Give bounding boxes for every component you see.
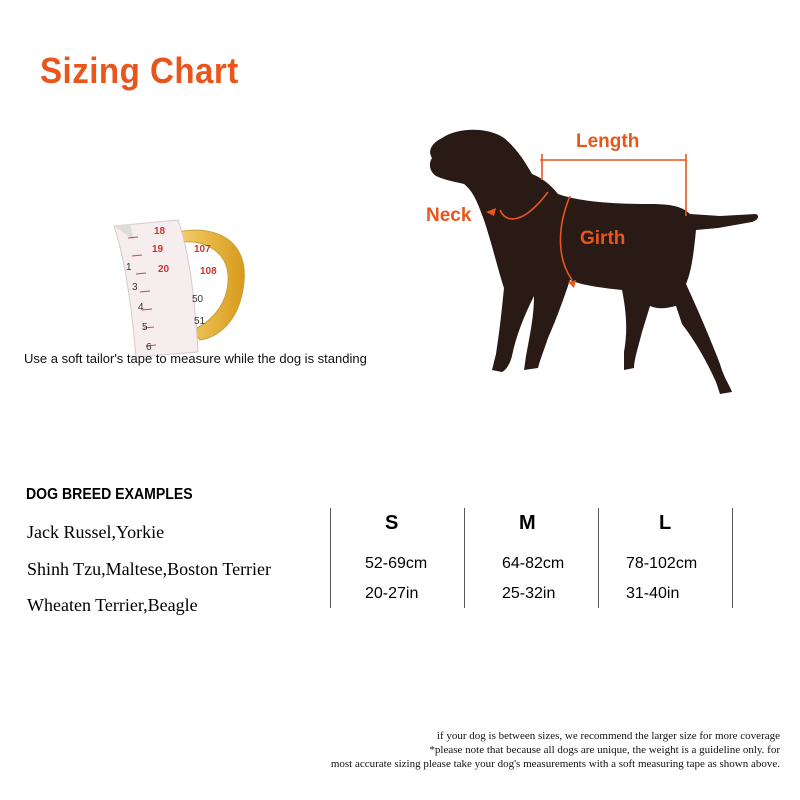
svg-text:51: 51 <box>194 316 206 327</box>
size-s-in: 20-27in <box>365 585 419 602</box>
svg-text:6: 6 <box>146 342 152 353</box>
dog-silhouette-image <box>420 120 780 410</box>
tape-caption: Use a soft tailor's tape to measure while the dog is standing <box>24 351 367 366</box>
footnote-line: if your dog is between sizes, we recommend the larger size for more coverage <box>436 730 780 742</box>
size-l-cm: 78-102cm <box>626 555 698 572</box>
size-label-m: M <box>519 512 536 534</box>
svg-text:108: 108 <box>200 266 217 277</box>
footnote-line: *please note that because all dogs are unique, the weight is a guideline only. for <box>429 744 780 756</box>
svg-text:50: 50 <box>192 294 204 305</box>
size-m-in: 25-32in <box>502 585 556 602</box>
svg-text:18: 18 <box>154 226 166 237</box>
measuring-tape-image <box>108 212 258 362</box>
svg-text:5: 5 <box>142 322 148 333</box>
size-m-cm: 64-82cm <box>502 555 565 572</box>
breed-heading: DOG BREED EXAMPLES <box>26 486 193 503</box>
svg-text:19: 19 <box>152 244 164 255</box>
size-s-cm: 52-69cm <box>365 555 428 572</box>
footnote-line: most accurate sizing please take your dog's measurements with a soft measuring tape as shown above. <box>330 758 780 770</box>
breed-row-large: Wheaten Terrier,Beagle <box>27 595 198 615</box>
length-label: Length <box>576 131 640 152</box>
svg-text:4: 4 <box>138 302 144 313</box>
svg-text:1: 1 <box>126 262 132 273</box>
column-divider <box>330 508 331 608</box>
breed-row-small: Jack Russel,Yorkie <box>27 522 165 542</box>
neck-label: Neck <box>426 205 472 226</box>
column-divider <box>598 508 599 608</box>
size-l-in: 31-40in <box>626 585 680 602</box>
column-divider <box>464 508 465 608</box>
size-label-l: L <box>659 512 672 534</box>
size-label-s: S <box>385 512 399 534</box>
svg-text:107: 107 <box>194 244 211 255</box>
breed-row-medium: Shinh Tzu,Maltese,Boston Terrier <box>27 559 272 579</box>
svg-text:3: 3 <box>132 282 138 293</box>
girth-label: Girth <box>580 228 626 249</box>
svg-text:20: 20 <box>158 264 170 275</box>
column-divider <box>732 508 733 608</box>
page-title: Sizing Chart <box>40 50 239 91</box>
